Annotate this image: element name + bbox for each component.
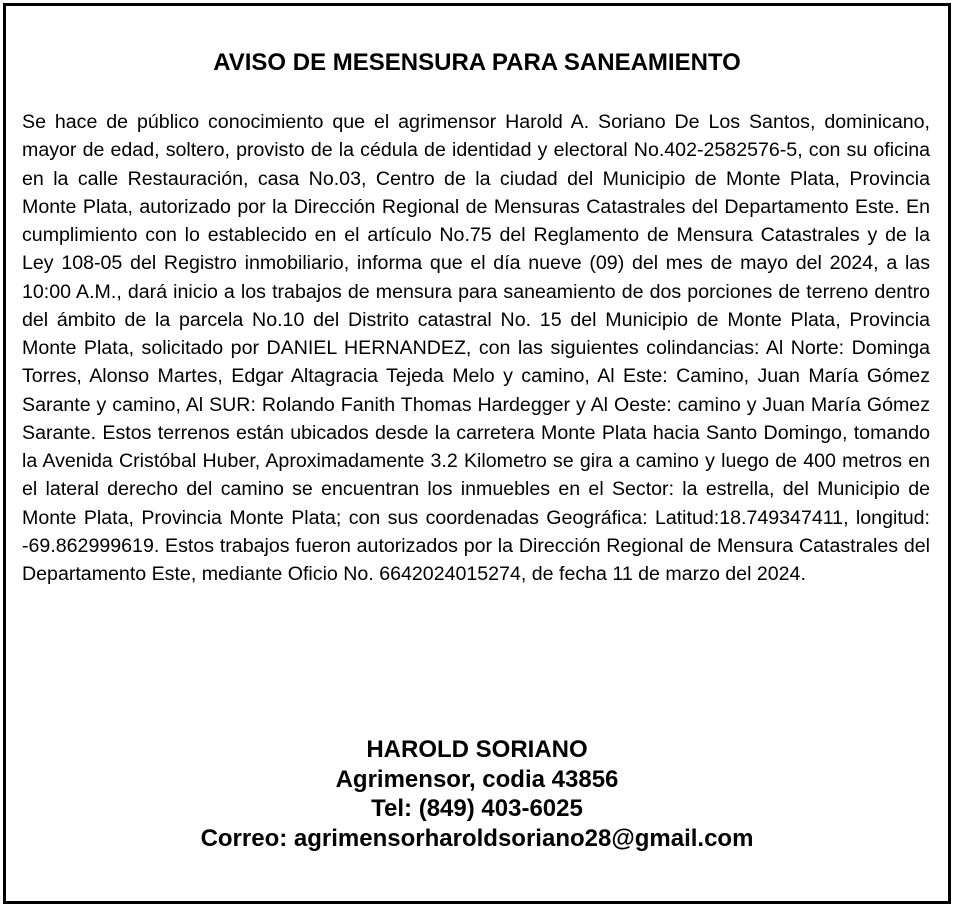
signature-email: Correo: agrimensorharoldsoriano28@gmail.com [200, 824, 754, 852]
signature-role: Agrimensor, codia 43856 [335, 765, 619, 793]
notice-body: Se hace de público conocimiento que el agrimensor Harold A. Soriano De Los Santos, dominicano, mayor de edad, soltero, provisto de la cédula de identidad y electoral No.402-2582576-5, con su oficina en la calle Restauración, casa No.03, Centro de la ciudad del Municipio de Monte Plata, Provincia Monte Plata, autorizado por la Dirección Regional de Mensuras Catastrales del Departamento Este. En cumplimiento con lo establecido en el artículo No.75 del Reglamento de Mensura Catastrales y de la Ley 108-05 del Registro inmobiliario, informa que el día nueve (09) del mes de mayo del 2024, a las 10:00 A.M., dará inicio a los trabajos de mensura para saneamiento de dos porciones de terreno dentro del ámbito de la parcela No.10 del Distrito catastral No. 15 del Municipio de Monte Plata, Provincia Monte Plata, solicitado por DANIEL HERNANDEZ, con las siguientes colindancias: Al Norte: Dominga Torres, Alonso Martes, Edgar Altagracia Tejeda Melo y camino, Al Este: Camino, Juan María Gómez Sarante y camino, Al SUR: Rolando Fanith Thomas Hardegger y Al Oeste: camino y Juan María Gómez Sarante. Estos terrenos están ubicados desde la carretera Monte Plata hacia Santo Domingo, tomando la Avenida Cristóbal Huber, Aproximadamente 3.2 Kilometro se gira a camino y luego de 400 metros en el lateral derecho del camino se encuentran los inmuebles en el Sector: la estrella, del Municipio de Monte Plata, Provincia Monte Plata; con sus coordenadas Geográfica: Latitud:18.749347411, longitud: -69.862999619. Estos trabajos fueron autorizados por la Dirección Regional de Mensura Catastrales del Departamento Este, mediante Oficio No. 6642024015274, de fecha 11 de marzo del 2024. [22, 111, 930, 585]
signature-name: HAROLD SORIANO [366, 736, 588, 763]
notice-title: AVISO DE MESENSURA PARA SANEAMIENTO [213, 49, 741, 76]
signature-block [6, 735, 948, 853]
signature-phone: Tel: (849) 403-6025 [371, 795, 583, 822]
notice-frame [3, 3, 951, 904]
